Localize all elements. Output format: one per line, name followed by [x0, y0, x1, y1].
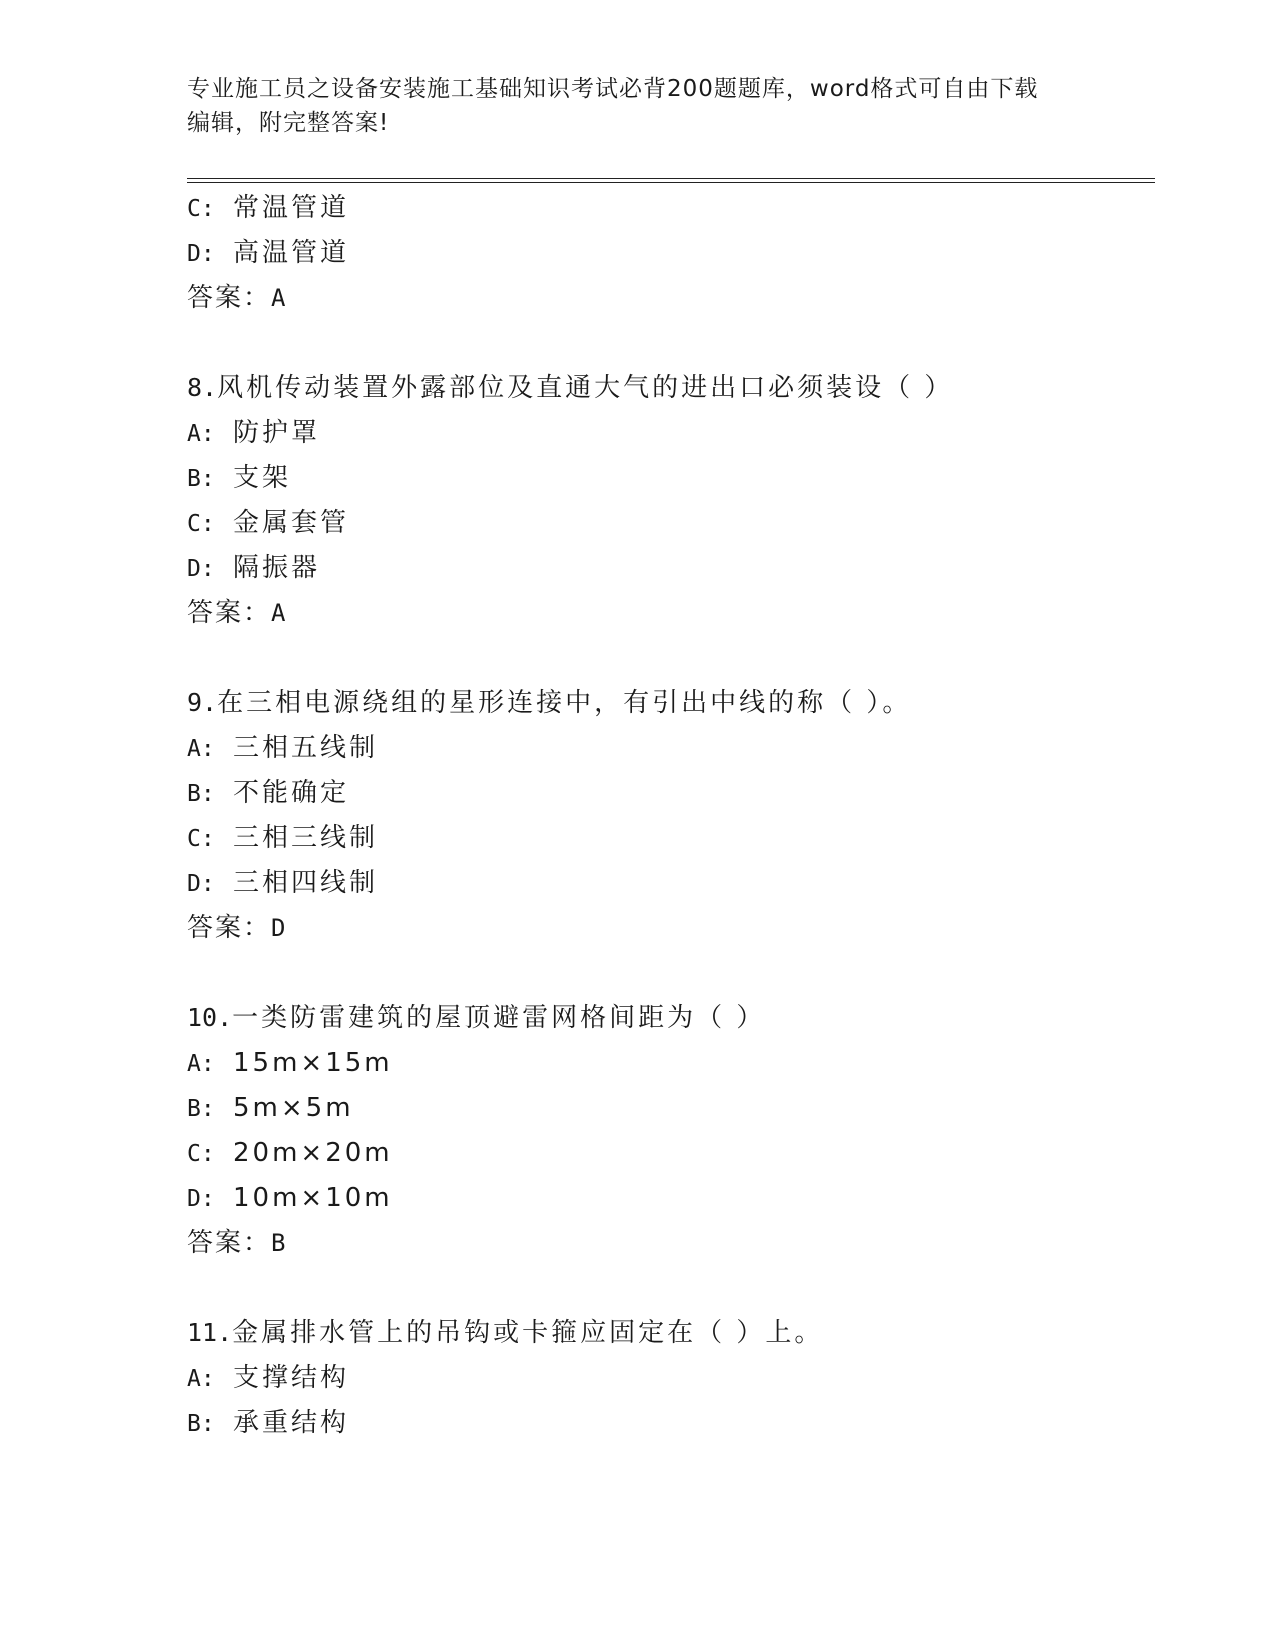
option-label: A:	[187, 736, 215, 762]
question-text: 金属排水管上的吊钩或卡箍应固定在（ ）上。	[232, 1318, 824, 1348]
option-text: 三相五线制	[233, 733, 379, 763]
q8-answer	[187, 598, 285, 628]
option-text: 10m×10m	[233, 1183, 393, 1213]
option-text: 15m×15m	[233, 1048, 393, 1078]
option-label: A:	[187, 1366, 215, 1392]
option-text: 20m×20m	[233, 1138, 393, 1168]
q9-option-b	[187, 778, 349, 809]
q10-option-c	[187, 1138, 393, 1169]
q10-option-b	[187, 1093, 354, 1124]
q9-option-c	[187, 823, 378, 854]
option-label: A:	[187, 421, 215, 447]
option-text: 隔振器	[233, 553, 321, 583]
option-text: 高温管道	[233, 238, 350, 268]
q7-option-c	[187, 193, 349, 224]
q11-question	[187, 1318, 823, 1348]
question-number: 10.	[187, 1003, 233, 1032]
q8-option-c	[187, 508, 349, 539]
option-text: 三相三线制	[233, 823, 379, 853]
answer-value: D	[271, 914, 286, 942]
option-text: 支架	[233, 463, 292, 493]
question-number: 8.	[187, 373, 218, 402]
option-label: C:	[187, 1141, 215, 1167]
option-label: C:	[187, 826, 215, 852]
q9-option-a	[187, 733, 378, 764]
option-text: 支撑结构	[233, 1363, 350, 1393]
option-text: 三相四线制	[233, 868, 379, 898]
option-text: 金属套管	[233, 508, 350, 538]
q10-option-d	[187, 1183, 393, 1214]
q8-option-b	[187, 463, 291, 494]
answer-label: 答案：	[187, 598, 272, 628]
question-number: 9.	[187, 688, 218, 717]
answer-label: 答案：	[187, 913, 272, 943]
option-text: 常温管道	[233, 193, 350, 223]
option-text: 承重结构	[233, 1408, 350, 1438]
q10-answer	[187, 1228, 285, 1258]
answer-value: B	[271, 1229, 286, 1257]
question-text: 风机传动装置外露部位及直通大气的进出口必须装设（ ）	[217, 373, 954, 403]
option-label: B:	[187, 1411, 215, 1437]
option-label: B:	[187, 1096, 215, 1122]
answer-value: A	[271, 284, 286, 312]
q7-answer	[187, 283, 285, 313]
header-divider-top	[187, 178, 1155, 179]
q11-option-a	[187, 1363, 349, 1394]
q9-option-d	[187, 868, 378, 899]
question-text: 在三相电源绕组的星形连接中，有引出中线的称（ ）。	[217, 688, 912, 718]
question-text: 一类防雷建筑的屋顶避雷网格间距为（ ）	[232, 1003, 766, 1033]
question-number: 11.	[187, 1318, 233, 1347]
q8-option-d	[187, 553, 320, 584]
q10-question	[187, 1003, 765, 1033]
q8-question	[187, 373, 953, 403]
answer-label: 答案：	[187, 283, 272, 313]
answer-label: 答案：	[187, 1228, 272, 1258]
q11-option-b	[187, 1408, 349, 1439]
q9-question	[187, 688, 911, 718]
option-label: A:	[187, 1051, 215, 1077]
q7-option-d	[187, 238, 349, 269]
q10-option-a	[187, 1048, 393, 1079]
option-label: D:	[187, 1186, 215, 1212]
option-label: B:	[187, 781, 215, 807]
option-label: D:	[187, 241, 215, 267]
document-header	[187, 72, 1087, 140]
answer-value: A	[271, 599, 286, 627]
option-label: B:	[187, 466, 215, 492]
header-divider-bottom	[187, 182, 1155, 183]
header-line-1: 专业施工员之设备安装施工基础知识考试必背200题题库，word格式可自由下载	[187, 76, 1039, 102]
q8-option-a	[187, 418, 320, 449]
option-text: 不能确定	[233, 778, 350, 808]
option-text: 5m×5m	[233, 1093, 354, 1123]
option-label: D:	[187, 871, 215, 897]
option-label: C:	[187, 196, 215, 222]
header-line-2: 编辑，附完整答案!	[187, 110, 390, 136]
option-text: 防护罩	[233, 418, 321, 448]
option-label: D:	[187, 556, 215, 582]
q9-answer	[187, 913, 285, 943]
option-label: C:	[187, 511, 215, 537]
